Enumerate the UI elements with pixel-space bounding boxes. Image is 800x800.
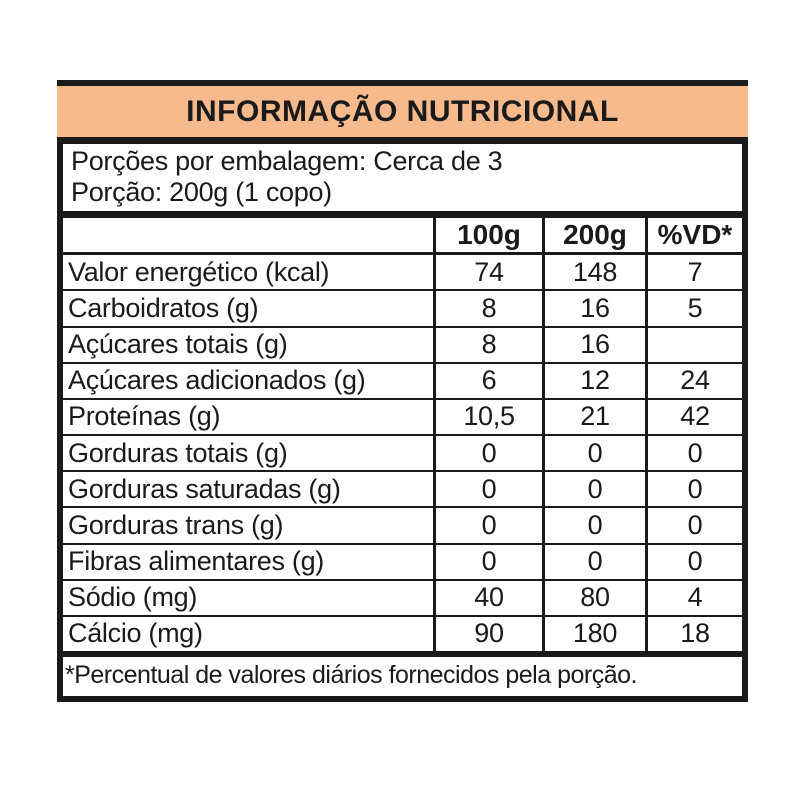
value-vd: 24: [645, 364, 742, 398]
value-vd: 0: [645, 436, 742, 470]
value-vd: 42: [645, 400, 742, 434]
value-200g: 0: [542, 508, 645, 542]
nutrient-name: Cálcio (mg): [68, 618, 203, 649]
value-vd: 7: [645, 255, 742, 289]
value-100g: 8: [433, 328, 542, 362]
nutrient-name: Gorduras trans (g): [68, 509, 284, 540]
value-200g: 80: [542, 581, 645, 615]
value-100g: 0: [433, 472, 542, 506]
nutrient-name: Proteínas (g): [68, 401, 221, 432]
column-header-100g: 100g: [433, 218, 542, 252]
value-vd: 5: [645, 291, 742, 325]
nutrient-name: Açúcares adicionados (g): [68, 365, 366, 396]
value-100g: 10,5: [433, 400, 542, 434]
table-row: [63, 545, 742, 581]
table-row: [63, 436, 742, 472]
nutrient-name: Fibras alimentares (g): [68, 546, 324, 577]
table-row: [63, 581, 742, 617]
value-100g: 0: [433, 436, 542, 470]
value-vd: 0: [645, 472, 742, 506]
nutrition-table: [63, 218, 742, 651]
nutrient-name: Gorduras saturadas (g): [68, 473, 341, 504]
value-100g: 90: [433, 617, 542, 651]
label-title: INFORMAÇÃO NUTRICIONAL: [186, 94, 619, 128]
column-header-200g: 200g: [542, 218, 645, 252]
table-row: [63, 291, 742, 327]
value-200g: 21: [542, 400, 645, 434]
value-vd: 0: [645, 508, 742, 542]
value-vd: [645, 328, 742, 362]
nutrient-name: Sódio (mg): [68, 582, 198, 613]
table-header-row: [63, 218, 742, 255]
value-200g: 12: [542, 364, 645, 398]
value-200g: 0: [542, 545, 645, 579]
value-vd: 0: [645, 545, 742, 579]
value-100g: 0: [433, 545, 542, 579]
value-200g: 148: [542, 255, 645, 289]
table-row: [63, 255, 742, 291]
title-band: [57, 86, 748, 144]
table-row: [63, 508, 742, 544]
table-row: [63, 364, 742, 400]
column-header-empty: [63, 218, 433, 252]
value-100g: 74: [433, 255, 542, 289]
value-200g: 0: [542, 472, 645, 506]
column-header-vd: %VD*: [645, 218, 742, 252]
serving-info: [63, 144, 742, 218]
nutrient-name: Açúcares totais (g): [68, 329, 288, 360]
nutrient-name: Valor energético (kcal): [68, 256, 330, 287]
table-row: [63, 400, 742, 436]
value-200g: 180: [542, 617, 645, 651]
value-200g: 0: [542, 436, 645, 470]
table-row: [63, 617, 742, 651]
value-100g: 8: [433, 291, 542, 325]
nutrition-label: [57, 80, 748, 702]
value-200g: 16: [542, 291, 645, 325]
footnote: *Percentual de valores diários fornecidos pela porção.: [63, 651, 742, 696]
value-100g: 0: [433, 508, 542, 542]
servings-per-package: Porções por embalagem: Cerca de 3: [71, 146, 503, 176]
table-row: [63, 472, 742, 508]
nutrient-name: Carboidratos (g): [68, 292, 259, 323]
value-200g: 16: [542, 328, 645, 362]
value-vd: 4: [645, 581, 742, 615]
label-body: [57, 144, 748, 696]
value-100g: 40: [433, 581, 542, 615]
table-row: [63, 328, 742, 364]
value-100g: 6: [433, 364, 542, 398]
serving-size: Porção: 200g (1 copo): [71, 177, 332, 207]
nutrient-name: Gorduras totais (g): [68, 437, 288, 468]
value-vd: 18: [645, 617, 742, 651]
